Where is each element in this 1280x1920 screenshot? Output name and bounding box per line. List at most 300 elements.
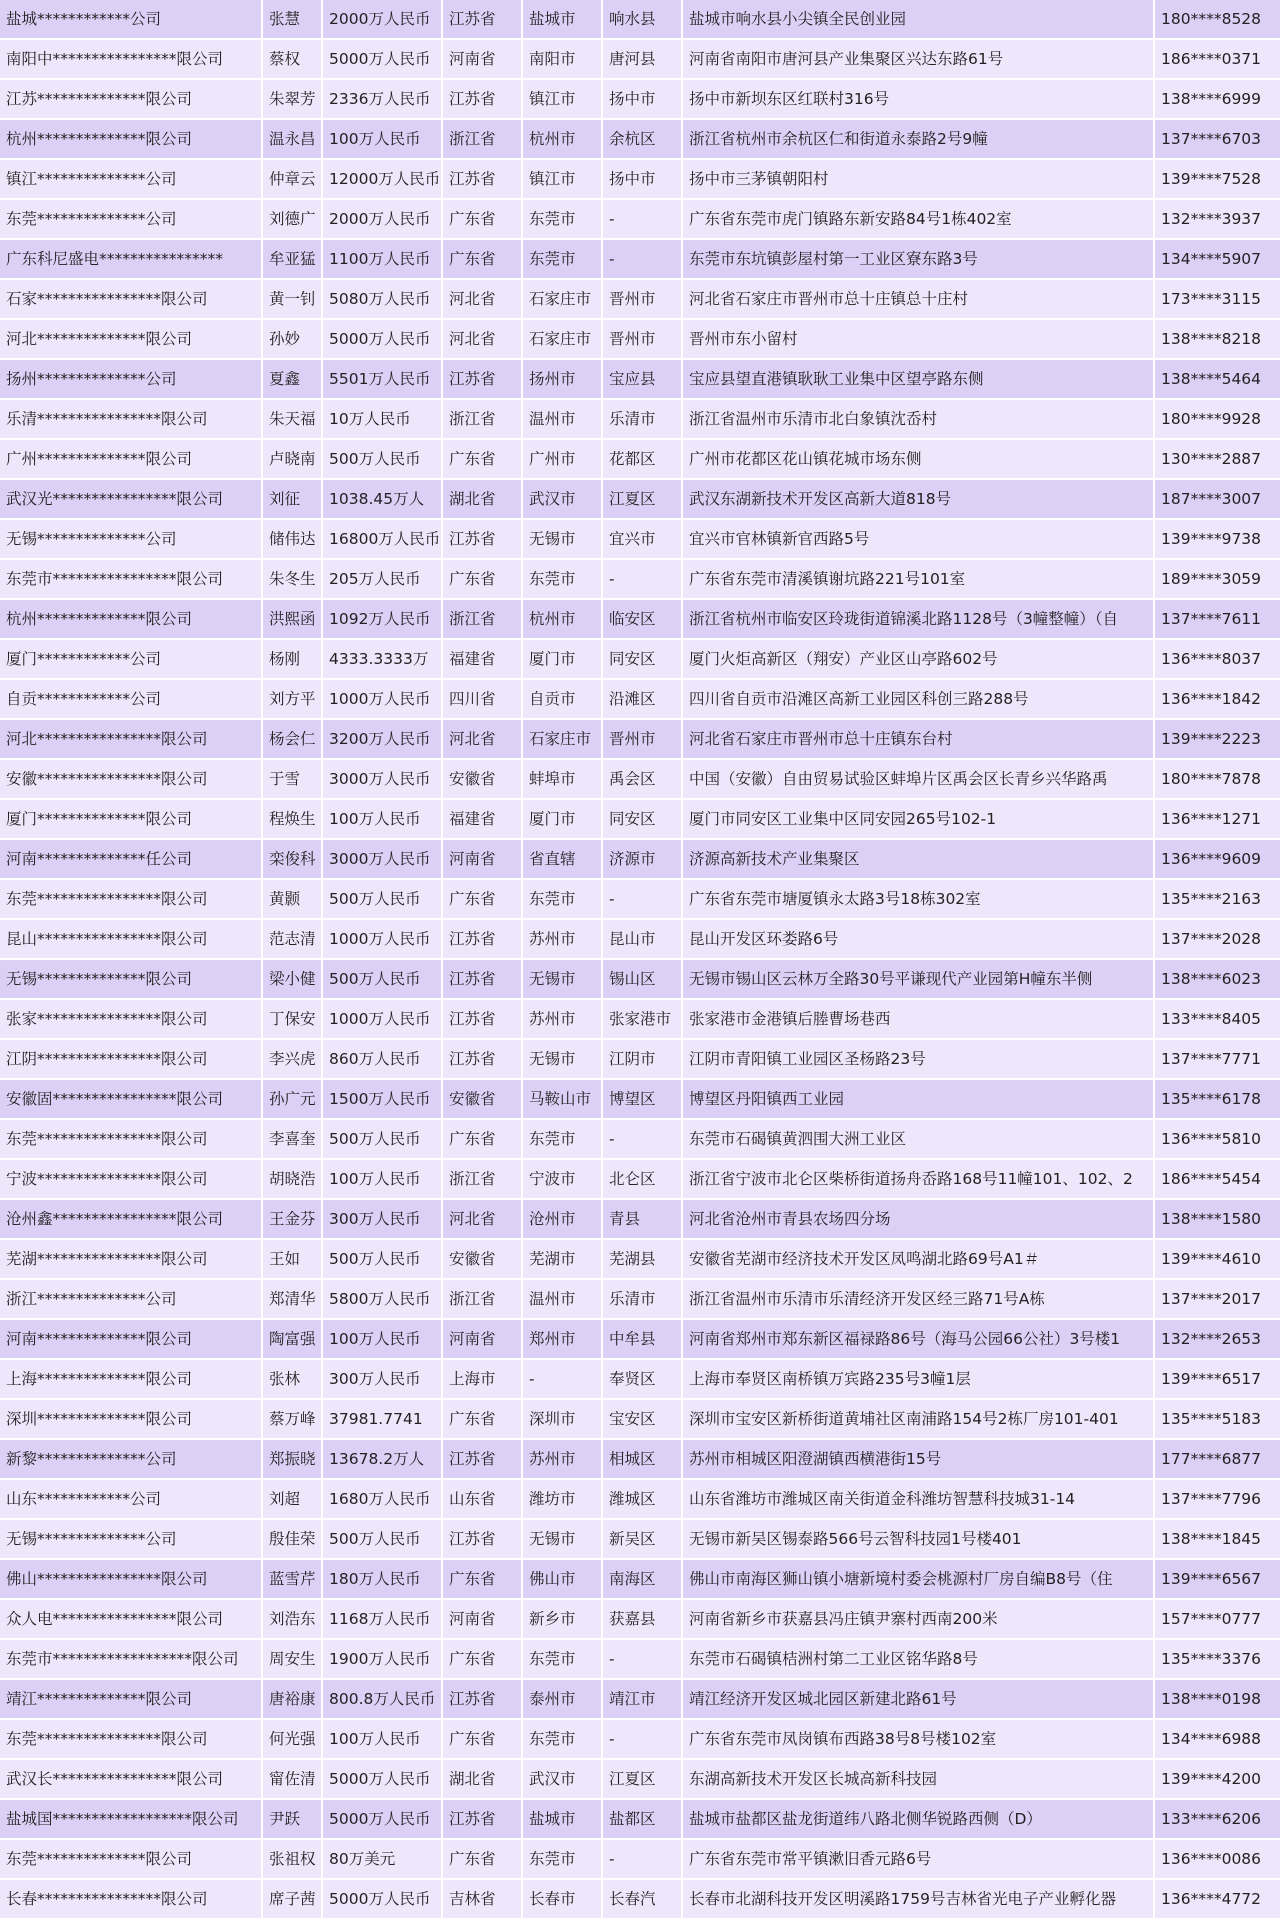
company-name-cell: 无锡**************公司 xyxy=(0,519,262,559)
company-name-cell: 昆山****************限公司 xyxy=(0,919,262,959)
city-cell: 蚌埠市 xyxy=(522,759,602,799)
phone-cell: 138****0198 xyxy=(1154,1679,1280,1719)
contact-person-cell: 杨会仁 xyxy=(262,719,322,759)
address-cell: 扬中市三茅镇朝阳村 xyxy=(682,159,1154,199)
table-row xyxy=(0,1439,1280,1479)
contact-person-cell: 牟亚猛 xyxy=(262,239,322,279)
province-cell: 四川省 xyxy=(442,679,522,719)
table-row xyxy=(0,999,1280,1039)
contact-person-cell: 梁小健 xyxy=(262,959,322,999)
table-row xyxy=(0,439,1280,479)
contact-person-cell: 陶富强 xyxy=(262,1319,322,1359)
address-cell: 厦门市同安区工业集中区同安园265号102-1 xyxy=(682,799,1154,839)
province-cell: 浙江省 xyxy=(442,399,522,439)
table-row xyxy=(0,1359,1280,1399)
table-row xyxy=(0,1679,1280,1719)
contact-person-cell: 孙广元 xyxy=(262,1079,322,1119)
district-cell: 北仑区 xyxy=(602,1159,682,1199)
company-name-cell: 佛山****************限公司 xyxy=(0,1559,262,1599)
contact-person-cell: 席子茜 xyxy=(262,1879,322,1919)
contact-person-cell: 朱翠芳 xyxy=(262,79,322,119)
district-cell: 沿滩区 xyxy=(602,679,682,719)
district-cell: 潍城区 xyxy=(602,1479,682,1519)
city-cell: 厦门市 xyxy=(522,639,602,679)
phone-cell: 138****1580 xyxy=(1154,1199,1280,1239)
address-cell: 宜兴市官林镇新官西路5号 xyxy=(682,519,1154,559)
table-row xyxy=(0,399,1280,439)
district-cell: 盐都区 xyxy=(602,1799,682,1839)
address-cell: 浙江省温州市乐清市乐清经济开发区经三路71号A栋 xyxy=(682,1279,1154,1319)
province-cell: 广东省 xyxy=(442,199,522,239)
table-row xyxy=(0,759,1280,799)
province-cell: 江苏省 xyxy=(442,919,522,959)
address-cell: 安徽省芜湖市经济技术开发区凤鸣湖北路69号A1＃ xyxy=(682,1239,1154,1279)
phone-cell: 186****5454 xyxy=(1154,1159,1280,1199)
table-row xyxy=(0,799,1280,839)
registered-capital-cell: 100万人民币 xyxy=(322,1319,442,1359)
district-cell: 乐清市 xyxy=(602,399,682,439)
table-row xyxy=(0,679,1280,719)
province-cell: 广东省 xyxy=(442,1719,522,1759)
table-row xyxy=(0,1159,1280,1199)
city-cell: 扬州市 xyxy=(522,359,602,399)
address-cell: 河南省新乡市获嘉县冯庄镇尹寨村西南200米 xyxy=(682,1599,1154,1639)
address-cell: 张家港市金港镇后塍曹场巷西 xyxy=(682,999,1154,1039)
phone-cell: 137****6703 xyxy=(1154,119,1280,159)
city-cell: 泰州市 xyxy=(522,1679,602,1719)
city-cell: 无锡市 xyxy=(522,1519,602,1559)
city-cell: 广州市 xyxy=(522,439,602,479)
address-cell: 佛山市南海区狮山镇小塘新境村委会桃源村厂房自编B8号（住 xyxy=(682,1559,1154,1599)
address-cell: 无锡市锡山区云林万全路30号平谦现代产业园第H幢东半侧 xyxy=(682,959,1154,999)
registered-capital-cell: 5000万人民币 xyxy=(322,1799,442,1839)
city-cell: 沧州市 xyxy=(522,1199,602,1239)
phone-cell: 138****8218 xyxy=(1154,319,1280,359)
registered-capital-cell: 1000万人民币 xyxy=(322,679,442,719)
address-cell: 广东省东莞市凤岗镇布西路38号8号楼102室 xyxy=(682,1719,1154,1759)
table-row xyxy=(0,479,1280,519)
address-cell: 浙江省温州市乐清市北白象镇沈岙村 xyxy=(682,399,1154,439)
phone-cell: 139****6567 xyxy=(1154,1559,1280,1599)
province-cell: 山东省 xyxy=(442,1479,522,1519)
contact-person-cell: 郑振晓 xyxy=(262,1439,322,1479)
company-name-cell: 山东************公司 xyxy=(0,1479,262,1519)
contact-person-cell: 胡晓浩 xyxy=(262,1159,322,1199)
company-name-cell: 长春****************限公司 xyxy=(0,1879,262,1919)
province-cell: 江苏省 xyxy=(442,519,522,559)
address-cell: 靖江经济开发区城北园区新建北路61号 xyxy=(682,1679,1154,1719)
table-row xyxy=(0,1479,1280,1519)
address-cell: 广东省东莞市清溪镇谢坑路221号101室 xyxy=(682,559,1154,599)
address-cell: 东莞市东坑镇彭屋村第一工业区寮东路3号 xyxy=(682,239,1154,279)
address-cell: 东莞市石碣镇桔洲村第二工业区铭华路8号 xyxy=(682,1639,1154,1679)
company-name-cell: 河南**************任公司 xyxy=(0,839,262,879)
city-cell: 东莞市 xyxy=(522,239,602,279)
table-row xyxy=(0,1319,1280,1359)
district-cell: 博望区 xyxy=(602,1079,682,1119)
registered-capital-cell: 5000万人民币 xyxy=(322,1759,442,1799)
city-cell: 自贡市 xyxy=(522,679,602,719)
district-cell: 南海区 xyxy=(602,1559,682,1599)
registered-capital-cell: 2000万人民币 xyxy=(322,0,442,39)
registered-capital-cell: 1000万人民币 xyxy=(322,999,442,1039)
contact-person-cell: 蔡万峰 xyxy=(262,1399,322,1439)
registered-capital-cell: 37981.7741 xyxy=(322,1399,442,1439)
province-cell: 河北省 xyxy=(442,719,522,759)
province-cell: 浙江省 xyxy=(442,599,522,639)
province-cell: 江苏省 xyxy=(442,999,522,1039)
district-cell: 扬中市 xyxy=(602,79,682,119)
address-cell: 博望区丹阳镇西工业园 xyxy=(682,1079,1154,1119)
district-cell: 长春汽 xyxy=(602,1879,682,1919)
phone-cell: 138****6023 xyxy=(1154,959,1280,999)
address-cell: 广东省东莞市虎门镇路东新安路84号1栋402室 xyxy=(682,199,1154,239)
phone-cell: 136****4772 xyxy=(1154,1879,1280,1919)
company-name-cell: 镇江**************公司 xyxy=(0,159,262,199)
province-cell: 江苏省 xyxy=(442,1439,522,1479)
district-cell: 同安区 xyxy=(602,799,682,839)
registered-capital-cell: 12000万人民币 xyxy=(322,159,442,199)
table-row xyxy=(0,1119,1280,1159)
table-row xyxy=(0,359,1280,399)
registered-capital-cell: 500万人民币 xyxy=(322,959,442,999)
province-cell: 广东省 xyxy=(442,879,522,919)
registered-capital-cell: 205万人民币 xyxy=(322,559,442,599)
district-cell: - xyxy=(602,1839,682,1879)
district-cell: 宜兴市 xyxy=(602,519,682,559)
province-cell: 河南省 xyxy=(442,1319,522,1359)
company-name-cell: 东莞****************限公司 xyxy=(0,1119,262,1159)
registered-capital-cell: 300万人民币 xyxy=(322,1199,442,1239)
contact-person-cell: 王如 xyxy=(262,1239,322,1279)
company-name-cell: 扬州**************公司 xyxy=(0,359,262,399)
city-cell: 苏州市 xyxy=(522,999,602,1039)
address-cell: 盐城市响水县小尖镇全民创业园 xyxy=(682,0,1154,39)
company-name-cell: 河北**************限公司 xyxy=(0,319,262,359)
contact-person-cell: 刘德广 xyxy=(262,199,322,239)
phone-cell: 135****2163 xyxy=(1154,879,1280,919)
table-row xyxy=(0,1199,1280,1239)
district-cell: 宝安区 xyxy=(602,1399,682,1439)
phone-cell: 189****3059 xyxy=(1154,559,1280,599)
district-cell: 奉贤区 xyxy=(602,1359,682,1399)
company-name-cell: 厦门**************限公司 xyxy=(0,799,262,839)
registered-capital-cell: 860万人民币 xyxy=(322,1039,442,1079)
phone-cell: 132****3937 xyxy=(1154,199,1280,239)
address-cell: 河北省石家庄市晋州市总十庄镇东台村 xyxy=(682,719,1154,759)
phone-cell: 137****7611 xyxy=(1154,599,1280,639)
city-cell: - xyxy=(522,1359,602,1399)
phone-cell: 139****6517 xyxy=(1154,1359,1280,1399)
company-name-cell: 东莞市****************限公司 xyxy=(0,559,262,599)
address-cell: 苏州市相城区阳澄湖镇西横港街15号 xyxy=(682,1439,1154,1479)
province-cell: 上海市 xyxy=(442,1359,522,1399)
registered-capital-cell: 1092万人民币 xyxy=(322,599,442,639)
contact-person-cell: 温永昌 xyxy=(262,119,322,159)
city-cell: 郑州市 xyxy=(522,1319,602,1359)
district-cell: - xyxy=(602,1639,682,1679)
address-cell: 长春市北湖科技开发区明溪路1759号吉林省光电子产业孵化器 xyxy=(682,1879,1154,1919)
address-cell: 无锡市新吴区锡泰路566号云智科技园1号楼401 xyxy=(682,1519,1154,1559)
district-cell: 芜湖县 xyxy=(602,1239,682,1279)
district-cell: 中牟县 xyxy=(602,1319,682,1359)
table-row xyxy=(0,1599,1280,1639)
district-cell: 靖江市 xyxy=(602,1679,682,1719)
city-cell: 厦门市 xyxy=(522,799,602,839)
contact-person-cell: 甯佐清 xyxy=(262,1759,322,1799)
district-cell: 扬中市 xyxy=(602,159,682,199)
phone-cell: 136****1271 xyxy=(1154,799,1280,839)
contact-person-cell: 张祖权 xyxy=(262,1839,322,1879)
district-cell: - xyxy=(602,879,682,919)
address-cell: 晋州市东小留村 xyxy=(682,319,1154,359)
table-row xyxy=(0,559,1280,599)
province-cell: 福建省 xyxy=(442,799,522,839)
contact-person-cell: 洪熙函 xyxy=(262,599,322,639)
company-name-cell: 武汉光****************限公司 xyxy=(0,479,262,519)
phone-cell: 132****2653 xyxy=(1154,1319,1280,1359)
district-cell: 晋州市 xyxy=(602,279,682,319)
table-row xyxy=(0,879,1280,919)
address-cell: 扬中市新坝东区红联村316号 xyxy=(682,79,1154,119)
city-cell: 无锡市 xyxy=(522,519,602,559)
contact-person-cell: 程焕生 xyxy=(262,799,322,839)
province-cell: 江苏省 xyxy=(442,1039,522,1079)
company-name-cell: 无锡**************公司 xyxy=(0,1519,262,1559)
contact-person-cell: 黄颢 xyxy=(262,879,322,919)
company-name-cell: 深圳**************限公司 xyxy=(0,1399,262,1439)
city-cell: 东莞市 xyxy=(522,199,602,239)
registered-capital-cell: 100万人民币 xyxy=(322,1159,442,1199)
contact-person-cell: 刘超 xyxy=(262,1479,322,1519)
phone-cell: 139****4610 xyxy=(1154,1239,1280,1279)
district-cell: 锡山区 xyxy=(602,959,682,999)
company-name-cell: 东莞市******************限公司 xyxy=(0,1639,262,1679)
table-row xyxy=(0,1759,1280,1799)
phone-cell: 139****2223 xyxy=(1154,719,1280,759)
table-row xyxy=(0,1039,1280,1079)
table-row xyxy=(0,1719,1280,1759)
province-cell: 江苏省 xyxy=(442,359,522,399)
city-cell: 无锡市 xyxy=(522,1039,602,1079)
registered-capital-cell: 2000万人民币 xyxy=(322,199,442,239)
district-cell: 青县 xyxy=(602,1199,682,1239)
table-row xyxy=(0,719,1280,759)
table-row xyxy=(0,1079,1280,1119)
phone-cell: 139****7528 xyxy=(1154,159,1280,199)
contact-person-cell: 唐裕康 xyxy=(262,1679,322,1719)
address-cell: 盐城市盐都区盐龙街道纬八路北侧华锐路西侧（D） xyxy=(682,1799,1154,1839)
district-cell: 同安区 xyxy=(602,639,682,679)
phone-cell: 136****0086 xyxy=(1154,1839,1280,1879)
contact-person-cell: 何光强 xyxy=(262,1719,322,1759)
province-cell: 安徽省 xyxy=(442,759,522,799)
district-cell: 张家港市 xyxy=(602,999,682,1039)
contact-person-cell: 朱天福 xyxy=(262,399,322,439)
province-cell: 河南省 xyxy=(442,39,522,79)
district-cell: 昆山市 xyxy=(602,919,682,959)
phone-cell: 134****5907 xyxy=(1154,239,1280,279)
contact-person-cell: 于雪 xyxy=(262,759,322,799)
table-row xyxy=(0,159,1280,199)
table-row xyxy=(0,0,1280,39)
contact-person-cell: 郑清华 xyxy=(262,1279,322,1319)
district-cell: 获嘉县 xyxy=(602,1599,682,1639)
registered-capital-cell: 100万人民币 xyxy=(322,1719,442,1759)
address-cell: 河南省南阳市唐河县产业集聚区兴达东路61号 xyxy=(682,39,1154,79)
district-cell: 晋州市 xyxy=(602,319,682,359)
province-cell: 江苏省 xyxy=(442,159,522,199)
address-cell: 河北省沧州市青县农场四分场 xyxy=(682,1199,1154,1239)
address-cell: 东莞市石碣镇黄泗围大洲工业区 xyxy=(682,1119,1154,1159)
company-name-cell: 盐城国******************限公司 xyxy=(0,1799,262,1839)
address-cell: 浙江省宁波市北仑区柴桥街道扬舟岙路168号11幢101、102、2 xyxy=(682,1159,1154,1199)
address-cell: 广东省东莞市常平镇漱旧香元路6号 xyxy=(682,1839,1154,1879)
table-row xyxy=(0,1279,1280,1319)
city-cell: 杭州市 xyxy=(522,599,602,639)
district-cell: 花都区 xyxy=(602,439,682,479)
table-row xyxy=(0,519,1280,559)
registered-capital-cell: 3000万人民币 xyxy=(322,759,442,799)
contact-person-cell: 李兴虎 xyxy=(262,1039,322,1079)
district-cell: 唐河县 xyxy=(602,39,682,79)
company-name-cell: 广州**************限公司 xyxy=(0,439,262,479)
district-cell: - xyxy=(602,199,682,239)
address-cell: 山东省潍坊市潍城区南关街道金科潍坊智慧科技城31-14 xyxy=(682,1479,1154,1519)
company-name-cell: 东莞****************限公司 xyxy=(0,879,262,919)
phone-cell: 177****6877 xyxy=(1154,1439,1280,1479)
city-cell: 省直辖 xyxy=(522,839,602,879)
phone-cell: 137****7796 xyxy=(1154,1479,1280,1519)
table-row xyxy=(0,39,1280,79)
province-cell: 安徽省 xyxy=(442,1079,522,1119)
table-row xyxy=(0,1879,1280,1919)
province-cell: 广东省 xyxy=(442,1399,522,1439)
registered-capital-cell: 1680万人民币 xyxy=(322,1479,442,1519)
contact-person-cell: 夏鑫 xyxy=(262,359,322,399)
registered-capital-cell: 500万人民币 xyxy=(322,439,442,479)
phone-cell: 138****1845 xyxy=(1154,1519,1280,1559)
contact-person-cell: 刘方平 xyxy=(262,679,322,719)
contact-person-cell: 卢晓南 xyxy=(262,439,322,479)
phone-cell: 139****9738 xyxy=(1154,519,1280,559)
district-cell: 宝应县 xyxy=(602,359,682,399)
province-cell: 湖北省 xyxy=(442,1759,522,1799)
phone-cell: 135****5183 xyxy=(1154,1399,1280,1439)
address-cell: 厦门火炬高新区（翔安）产业区山亭路602号 xyxy=(682,639,1154,679)
province-cell: 广东省 xyxy=(442,1119,522,1159)
contact-person-cell: 丁保安 xyxy=(262,999,322,1039)
city-cell: 盐城市 xyxy=(522,0,602,39)
city-cell: 东莞市 xyxy=(522,1119,602,1159)
city-cell: 深圳市 xyxy=(522,1399,602,1439)
contact-person-cell: 张林 xyxy=(262,1359,322,1399)
company-name-cell: 安徽****************限公司 xyxy=(0,759,262,799)
contact-person-cell: 张慧 xyxy=(262,0,322,39)
company-name-cell: 广东科尼盛电**************** xyxy=(0,239,262,279)
city-cell: 东莞市 xyxy=(522,1639,602,1679)
phone-cell: 137****2028 xyxy=(1154,919,1280,959)
phone-cell: 136****9609 xyxy=(1154,839,1280,879)
phone-cell: 136****1842 xyxy=(1154,679,1280,719)
province-cell: 江苏省 xyxy=(442,1519,522,1559)
city-cell: 苏州市 xyxy=(522,919,602,959)
city-cell: 石家庄市 xyxy=(522,319,602,359)
province-cell: 河北省 xyxy=(442,279,522,319)
company-name-cell: 杭州**************限公司 xyxy=(0,599,262,639)
table-row xyxy=(0,919,1280,959)
address-cell: 广州市花都区花山镇花城市场东侧 xyxy=(682,439,1154,479)
address-cell: 江阴市青阳镇工业园区圣杨路23号 xyxy=(682,1039,1154,1079)
registered-capital-cell: 500万人民币 xyxy=(322,879,442,919)
city-cell: 盐城市 xyxy=(522,1799,602,1839)
table-row xyxy=(0,1559,1280,1599)
district-cell: - xyxy=(602,239,682,279)
contact-person-cell: 尹跃 xyxy=(262,1799,322,1839)
registered-capital-cell: 5000万人民币 xyxy=(322,319,442,359)
phone-cell: 138****6999 xyxy=(1154,79,1280,119)
city-cell: 武汉市 xyxy=(522,479,602,519)
province-cell: 广东省 xyxy=(442,239,522,279)
company-name-cell: 东莞**************公司 xyxy=(0,199,262,239)
city-cell: 佛山市 xyxy=(522,1559,602,1599)
phone-cell: 180****7878 xyxy=(1154,759,1280,799)
registered-capital-cell: 1500万人民币 xyxy=(322,1079,442,1119)
phone-cell: 137****2017 xyxy=(1154,1279,1280,1319)
district-cell: 余杭区 xyxy=(602,119,682,159)
city-cell: 镇江市 xyxy=(522,79,602,119)
address-cell: 浙江省杭州市余杭区仁和街道永泰路2号9幢 xyxy=(682,119,1154,159)
city-cell: 石家庄市 xyxy=(522,719,602,759)
table-row xyxy=(0,119,1280,159)
address-cell: 河南省郑州市郑东新区福禄路86号（海马公园66公社）3号楼1 xyxy=(682,1319,1154,1359)
city-cell: 苏州市 xyxy=(522,1439,602,1479)
province-cell: 河南省 xyxy=(442,1599,522,1639)
registered-capital-cell: 2336万人民币 xyxy=(322,79,442,119)
company-name-cell: 石家****************限公司 xyxy=(0,279,262,319)
district-cell: - xyxy=(602,559,682,599)
address-cell: 武汉东湖新技术开发区高新大道818号 xyxy=(682,479,1154,519)
district-cell: 响水县 xyxy=(602,0,682,39)
city-cell: 镇江市 xyxy=(522,159,602,199)
company-name-cell: 杭州**************限公司 xyxy=(0,119,262,159)
table-row xyxy=(0,1399,1280,1439)
province-cell: 安徽省 xyxy=(442,1239,522,1279)
table-row xyxy=(0,1639,1280,1679)
city-cell: 杭州市 xyxy=(522,119,602,159)
phone-cell: 186****0371 xyxy=(1154,39,1280,79)
province-cell: 浙江省 xyxy=(442,1159,522,1199)
province-cell: 江苏省 xyxy=(442,79,522,119)
registered-capital-cell: 1168万人民币 xyxy=(322,1599,442,1639)
province-cell: 广东省 xyxy=(442,1839,522,1879)
registered-capital-cell: 500万人民币 xyxy=(322,1519,442,1559)
registered-capital-cell: 5800万人民币 xyxy=(322,1279,442,1319)
city-cell: 东莞市 xyxy=(522,559,602,599)
company-name-cell: 自贡************公司 xyxy=(0,679,262,719)
province-cell: 广东省 xyxy=(442,1559,522,1599)
registered-capital-cell: 1900万人民币 xyxy=(322,1639,442,1679)
table-row xyxy=(0,1839,1280,1879)
address-cell: 东湖高新技术开发区长城高新科技园 xyxy=(682,1759,1154,1799)
city-cell: 武汉市 xyxy=(522,1759,602,1799)
city-cell: 马鞍山市 xyxy=(522,1079,602,1119)
registered-capital-cell: 800.8万人民币 xyxy=(322,1679,442,1719)
registered-capital-cell: 4333.3333万 xyxy=(322,639,442,679)
province-cell: 河北省 xyxy=(442,319,522,359)
district-cell: 临安区 xyxy=(602,599,682,639)
company-name-cell: 南阳中****************限公司 xyxy=(0,39,262,79)
